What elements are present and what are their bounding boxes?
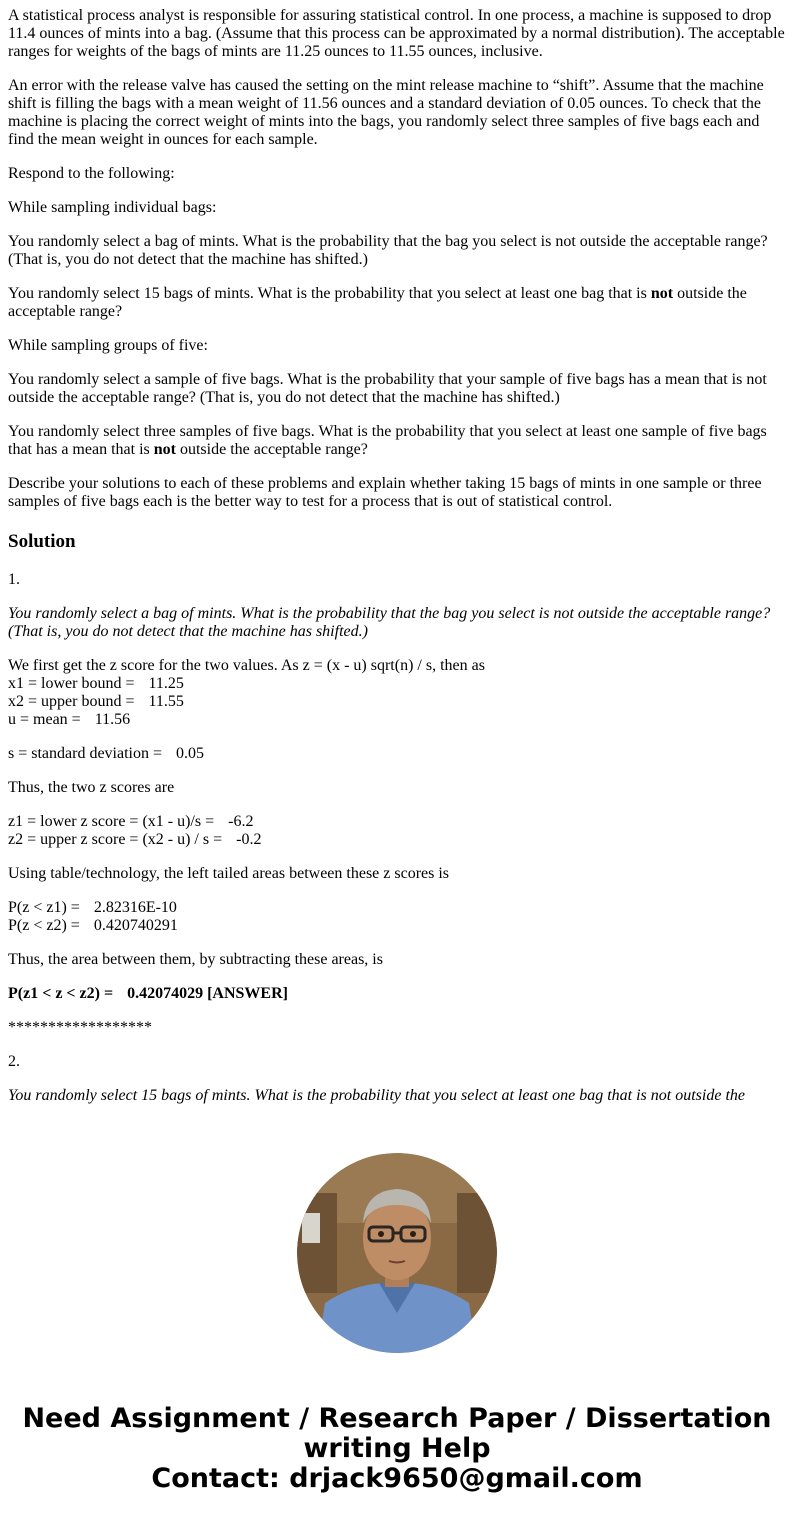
z1-value: -6.2 [228, 813, 254, 830]
using-table-text: Using table/technology, the left tailed areas between these z scores is [8, 865, 450, 882]
pz2-value: 0.420740291 [93, 917, 178, 934]
question-paragraph: Describe your solutions to each of these problems and explain whether taking 15 bags of mints in one sample or three samples of five bags each is the better way to test for a process that is out of statistical control. [8, 475, 762, 510]
bold-text: not [650, 285, 674, 302]
step-number: 1. [8, 571, 20, 588]
document-body [8, 7, 788, 1121]
pz1-label: P(z < z1) = [8, 899, 80, 916]
z1-label: z1 = lower z score = (x1 - u)/s = [8, 813, 215, 830]
author-photo-graphic [297, 1153, 497, 1353]
question-paragraph: A statistical process analyst is responsible for assuring statistical control. In one process, a machine is supposed to drop 11.4 ounces of mints into a bag. (Assume that this process can be approximated by a normal distribution). The acceptable ranges for weights of the bags of mints are 11.25 ounces to 11.55 ounces, inclusive. [8, 7, 785, 60]
pz2-label: P(z < z2) = [8, 917, 80, 934]
thus-area-text: Thus, the area between them, by subtracting these areas, is [8, 951, 383, 968]
u-label: u = mean = [8, 711, 81, 728]
question-paragraph: While sampling groups of five: [8, 337, 208, 354]
z2-label: z2 = upper z score = (x2 - u) / s = [8, 831, 223, 848]
pz1-value: 2.82316E-10 [93, 899, 177, 916]
text-span: outside the acceptable range? [175, 441, 368, 458]
text-span: You randomly select three samples of five bags. What is the probability that you select at least one sample of five bags that has a mean that is [8, 423, 767, 458]
x2-label: x2 = upper bound = [8, 693, 135, 710]
question-paragraph: While sampling individual bags: [8, 199, 217, 216]
given-values-block [8, 657, 788, 729]
question-paragraph: You randomly select a sample of five bags. What is the probability that your sample of five bags has a mean that is not outside the acceptable range? (That is, you do not detect that the machine has shifted.) [8, 371, 767, 406]
thus-z-text: Thus, the two z scores are [8, 779, 175, 796]
text-span: outside the acceptable range? [8, 285, 747, 320]
question-paragraph: Respond to the following: [8, 165, 175, 182]
x2-value: 11.55 [148, 693, 184, 710]
s-value: 0.05 [176, 745, 205, 762]
intro-text: We first get the z score for the two values. As z = (x - u) sqrt(n) / s, then as [8, 657, 485, 674]
x1-label: x1 = lower bound = [8, 675, 135, 692]
answer-label: P(z1 < z < z2) = [8, 985, 114, 1002]
s-line [8, 745, 788, 763]
z2-value: -0.2 [236, 831, 262, 848]
banner-line: writing Help [303, 1433, 491, 1464]
text-span: You randomly select 15 bags of mints. What is the probability that you select at least one bag that is [8, 285, 651, 302]
question-paragraph [8, 285, 788, 321]
banner-line: Need Assignment / Research Paper / Dissertation [22, 1403, 772, 1434]
answer-line [8, 985, 788, 1003]
bold-text: not [153, 441, 176, 458]
separator-stars: ****************** [8, 1019, 152, 1036]
z-scores-block [8, 813, 788, 849]
probabilities-block [8, 899, 788, 935]
answer-value: 0.42074029 [ANSWER] [127, 985, 288, 1002]
question-paragraph: An error with the release valve has caused the setting on the mint release machine to “shift”. Assume that the machine shift is filling the bags with a mean weight of 11.56 ounces and a standard deviation of 0.05 ounces. To check that the machine is placing the correct weight of mints into the bags, you randomly select three samples of five bags each and find the mean weight in ounces for each sample. [8, 77, 764, 148]
step-number: 2. [8, 1053, 20, 1070]
s-label: s = standard deviation = [8, 745, 163, 762]
question-paragraph [8, 423, 788, 459]
contact-email: Contact: drjack9650@gmail.com [151, 1463, 643, 1494]
x1-value: 11.25 [148, 675, 184, 692]
u-value: 11.56 [94, 711, 131, 728]
contact-banner [0, 1404, 794, 1494]
question-restatement: You randomly select 15 bags of mints. What is the probability that you select at least one bag that is not outside the [8, 1087, 745, 1104]
question-restatement: You randomly select a bag of mints. What is the probability that the bag you select is not outside the acceptable range? (That is, you do not detect that the machine has shifted.) [8, 605, 771, 640]
question-paragraph: You randomly select a bag of mints. What is the probability that the bag you select is not outside the acceptable range? (That is, you do not detect that the machine has shifted.) [8, 233, 768, 268]
solution-heading: Solution [8, 531, 76, 552]
author-photo [297, 1153, 497, 1353]
